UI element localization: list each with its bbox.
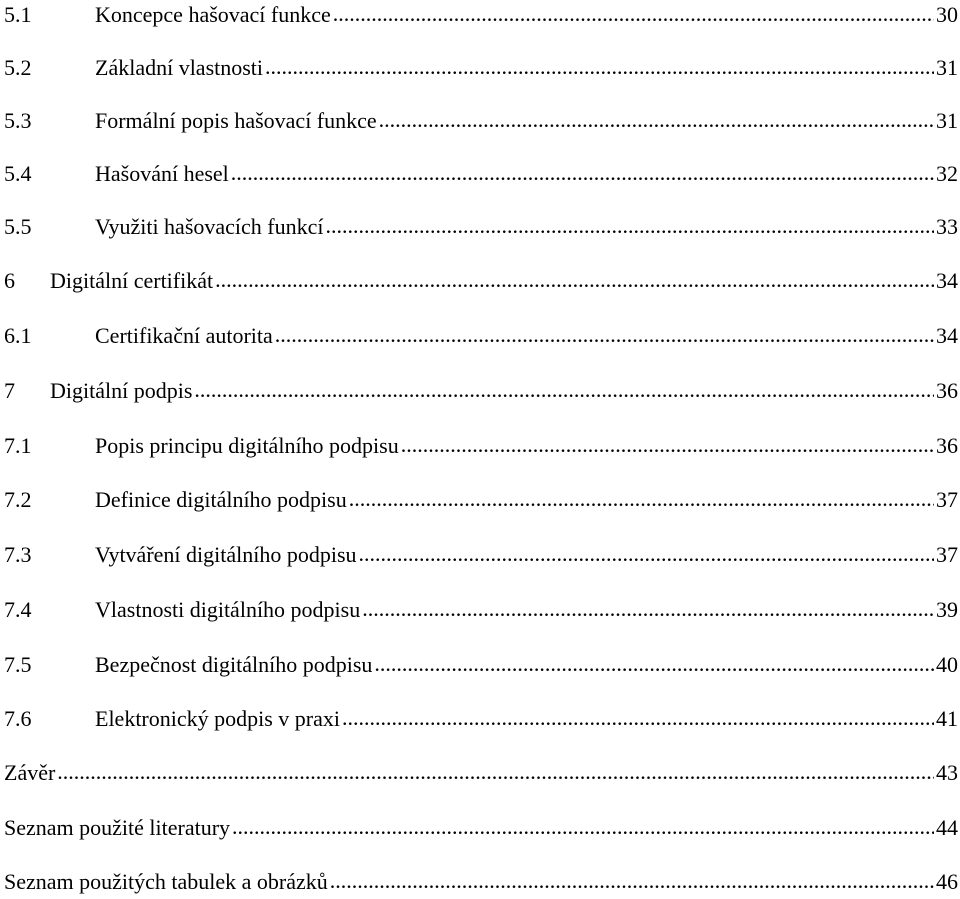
toc-entry-title: Využiti hašovacích funkcí: [95, 214, 324, 239]
toc-entry-title: Seznam použité literatury: [4, 815, 231, 840]
toc-entry[interactable]: [4, 813, 960, 843]
toc-entry[interactable]: [4, 0, 960, 30]
toc-entry-title: Seznam použitých tabulek a obrázků: [4, 869, 328, 894]
toc-dot-leader: [333, 0, 934, 29]
toc-entry-number: 5.3: [4, 108, 32, 133]
toc-entry-number: 7.4: [4, 597, 32, 622]
toc-dot-leader: [401, 430, 934, 460]
toc-dot-leader: [232, 812, 934, 842]
toc-entry-page: 31: [936, 55, 958, 80]
toc-entry[interactable]: [4, 758, 960, 788]
toc-entry-page: 40: [936, 652, 958, 677]
toc-entry-number: 6.1: [4, 323, 32, 348]
toc-dot-leader: [374, 649, 934, 679]
toc-dot-leader: [379, 105, 934, 135]
toc-entry-page: 39: [936, 597, 958, 622]
toc-entry-number: 7.2: [4, 487, 32, 512]
toc-entry[interactable]: [4, 159, 960, 189]
toc-entry-number: 5.2: [4, 55, 32, 80]
toc-entry-number: 7.5: [4, 652, 32, 677]
toc-entry-page: 37: [936, 542, 958, 567]
toc-entry-title: Definice digitálního podpisu: [95, 487, 347, 512]
toc-dot-leader: [194, 375, 934, 405]
toc-entry-page: 33: [936, 214, 958, 239]
toc-entry-page: 37: [936, 487, 958, 512]
toc-dot-leader: [330, 866, 934, 896]
toc-entry-number: 5.5: [4, 214, 32, 239]
toc-dot-leader: [275, 320, 934, 350]
toc-entry-page: 34: [936, 323, 958, 348]
toc-entry[interactable]: [4, 650, 960, 680]
toc-entry[interactable]: [4, 53, 960, 83]
toc-entry-title: Popis principu digitálního podpisu: [95, 433, 399, 458]
toc-dot-leader: [359, 539, 934, 569]
toc-entry-title: Formální popis hašovací funkce: [95, 108, 377, 133]
toc-entry-page: 34: [936, 268, 958, 293]
toc-entry-page: 44: [936, 815, 958, 840]
toc-dot-leader: [57, 757, 934, 787]
toc-entry[interactable]: [4, 540, 960, 570]
toc-entry[interactable]: [4, 595, 960, 625]
toc-entry[interactable]: [4, 704, 960, 734]
toc-dot-leader: [265, 52, 934, 82]
toc-entry-page: 41: [936, 706, 958, 731]
toc-entry-title: Digitální podpis: [50, 378, 193, 403]
toc-dot-leader: [349, 484, 934, 514]
toc-entry-title: Závěr: [4, 760, 56, 785]
toc-entry-number: 7.3: [4, 542, 32, 567]
toc-entry[interactable]: [4, 106, 960, 136]
toc-entry-page: 30: [936, 2, 958, 27]
toc-entry-number: 7: [4, 378, 15, 403]
toc-entry-page: 36: [936, 378, 958, 403]
toc-entry[interactable]: [4, 485, 960, 515]
toc-entry-title: Elektronický podpis v praxi: [95, 706, 341, 731]
toc-entry-page: 31: [936, 108, 958, 133]
toc-entry-title: Vytváření digitálního podpisu: [95, 542, 357, 567]
toc-dot-leader: [231, 158, 934, 188]
toc-entry-page: 32: [936, 161, 958, 186]
toc-entry-page: 43: [936, 760, 958, 785]
toc-dot-leader: [362, 594, 934, 624]
toc-entry[interactable]: [4, 266, 960, 296]
toc-entry[interactable]: [4, 212, 960, 242]
toc-entry[interactable]: [4, 321, 960, 351]
toc-entry-number: 7.6: [4, 706, 32, 731]
toc-entry-page: 36: [936, 433, 958, 458]
toc-entry-number: 6: [4, 268, 15, 293]
toc-dot-leader: [326, 211, 935, 241]
toc-entry-title: Vlastnosti digitálního podpisu: [95, 597, 361, 622]
toc-entry-number: 5.1: [4, 2, 32, 27]
toc-entry-title: Hašování hesel: [95, 161, 229, 186]
toc-entry[interactable]: [4, 376, 960, 406]
toc-entry-title: Bezpečnost digitálního podpisu: [95, 652, 373, 677]
toc-entry-page: 46: [936, 869, 958, 894]
toc-entry-title: Koncepce hašovací funkce: [95, 2, 331, 27]
toc-entry-title: Základní vlastnosti: [95, 55, 264, 80]
toc-entry-number: 7.1: [4, 433, 32, 458]
toc-entry[interactable]: [4, 431, 960, 461]
toc-dot-leader: [342, 703, 934, 733]
toc-entry-title: Digitální certifikát: [50, 268, 214, 293]
toc-entry[interactable]: [4, 867, 960, 897]
toc-entry-title: Certifikační autorita: [95, 323, 273, 348]
toc-dot-leader: [215, 265, 934, 295]
toc-entry-number: 5.4: [4, 161, 32, 186]
